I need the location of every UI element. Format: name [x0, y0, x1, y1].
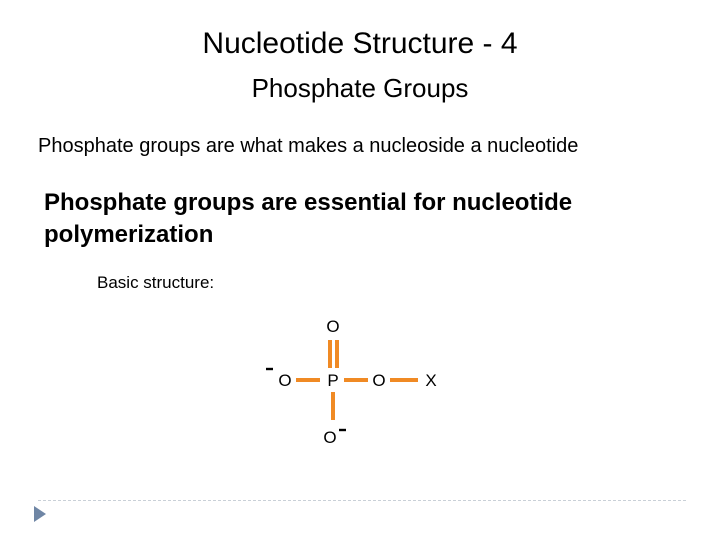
atom-bottom-oxygen: O	[323, 428, 337, 447]
slide-title: Nucleotide Structure - 4	[202, 27, 518, 60]
footer-divider	[38, 500, 686, 501]
atom-right-oxygen: O	[372, 371, 386, 390]
atom-left-oxygen: O	[278, 371, 292, 390]
atom-x-group: X	[425, 371, 437, 390]
atom-top-oxygen: O	[326, 317, 340, 336]
structure-label: Basic structure:	[97, 273, 215, 292]
slide-nav-arrow-icon[interactable]	[34, 506, 46, 522]
atom-phosphorus: P	[327, 371, 339, 390]
body-paragraph-2: Phosphate groups are essential for nucleotide polymerization	[44, 189, 573, 248]
slide-subtitle: Phosphate Groups	[251, 73, 469, 103]
body-paragraph-1: Phosphate groups are what makes a nucleoside a nucleotide	[38, 135, 579, 157]
